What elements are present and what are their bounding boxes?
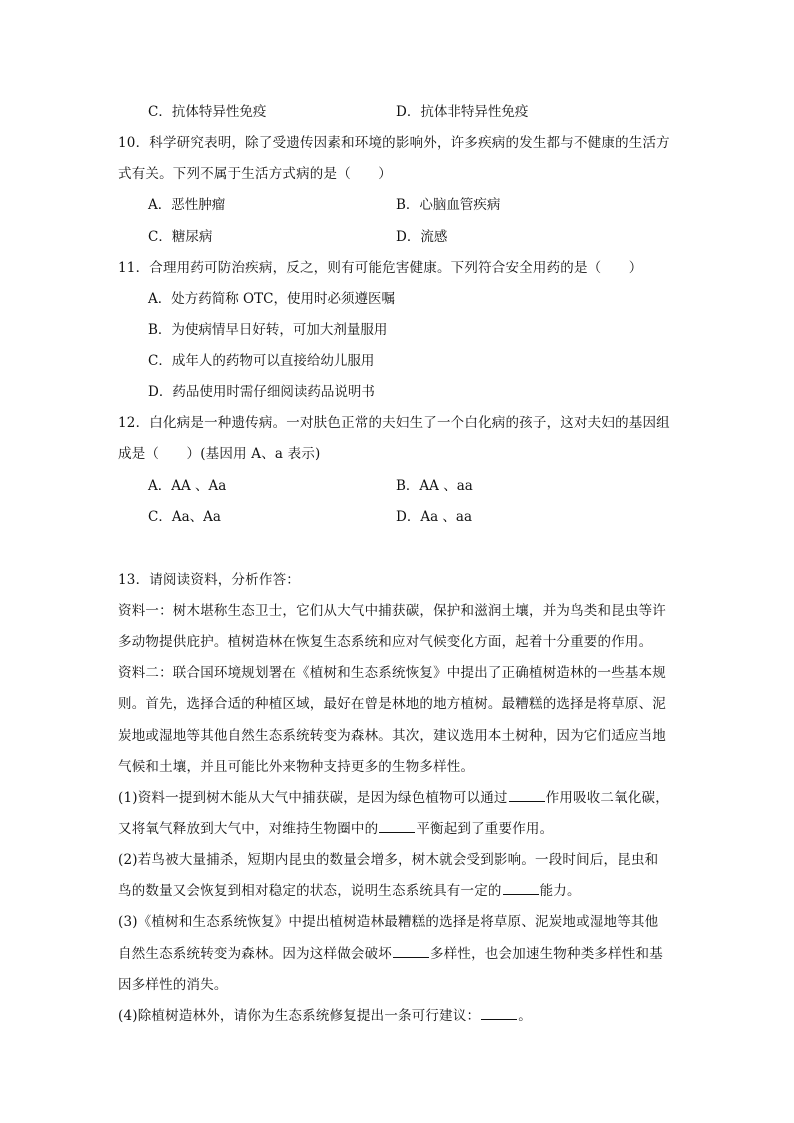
q12-stem-line1: 12．白化病是一种遗传病。一对肤色正常的夫妇生了一个白化病的孩子，这对夫妇的基因组 xyxy=(118,415,670,431)
q13-sub3-line3: 因多样性的消失。 xyxy=(118,977,228,993)
q13-sub3-line2 xyxy=(118,944,663,964)
q13-sub4-text-a: (4)除植树造林外，请你为生态系统修复提出一条可行建议： xyxy=(118,1008,481,1024)
q13-sub4-blank[interactable] xyxy=(481,1007,517,1020)
q10-option-d: D．流感 xyxy=(396,229,448,245)
q13-sub2-line1: (2)若鸟被大量捕杀，短期内昆虫的数量会增多，树木就会受到影响。一段时间后，昆虫和 xyxy=(118,852,659,868)
q10-option-a: A．恶性肿瘤 xyxy=(148,197,226,213)
q13-material2-line2: 则。首先，选择合适的种植区域，最好在曾是林地的地方植树。最糟糕的选择是将草原、泥 xyxy=(118,696,666,712)
q12-option-d: D．Aa 、aa xyxy=(396,509,473,525)
q11-option-a: A．处方药简称 OTC，使用时必须遵医嘱 xyxy=(148,291,395,307)
q13-sub1-text-c: 又将氧气释放到大气中，对维持生物圈中的 xyxy=(118,821,379,837)
q13-material1-line1: 资料一：树木堪称生态卫士，它们从大气中捕获碳，保护和滋润土壤，并为鸟类和昆虫等许 xyxy=(118,603,666,619)
q13-sub3-blank[interactable] xyxy=(393,945,429,958)
q13-material2-line1: 资料二：联合国环境规划署在《植树和生态系统恢复》中提出了正确植树造林的一些基本规 xyxy=(118,665,666,681)
q13-sub2-text-b: 鸟的数量又会恢复到相对稳定的状态，说明生态系统具有一定的 xyxy=(118,883,502,899)
q13-sub1-text-a: (1)资料一提到树木能从大气中捕获碳，是因为绿色植物可以通过 xyxy=(118,790,508,806)
q13-sub3-text-c: 多样性，也会加速生物种类多样性和基 xyxy=(430,946,663,962)
q13-material1-line2: 多动物提供庇护。植树造林在恢复生态系统和应对气候变化方面，起着十分重要的作用。 xyxy=(118,634,653,650)
q13-sub1-line2 xyxy=(118,819,553,839)
q11-option-c: C．成年人的药物可以直接给幼儿服用 xyxy=(148,353,375,369)
q13-sub2-line2 xyxy=(118,881,581,901)
q13-sub3-line1: (3)《植树和生态系统恢复》中提出植树造林最糟糕的选择是将草原、泥炭地或湿地等其他 xyxy=(118,914,659,930)
q13-sub2-blank[interactable] xyxy=(503,882,539,895)
q11-stem: 11．合理用药可防治疾病，反之，则有可能危害健康。下列符合安全用药的是（ ） xyxy=(118,260,643,276)
q9-option-c: C．抗体特异性免疫 xyxy=(148,104,267,120)
q13-sub3-text-b: 自然生态系统转变为森林。因为这样做会破坏 xyxy=(118,946,392,962)
q10-stem-line1: 10．科学研究表明，除了受遗传因素和环境的影响外，许多疾病的发生都与不健康的生活方 xyxy=(118,135,670,151)
q9-option-d: D．抗体非特异性免疫 xyxy=(396,104,529,120)
q13-sub1-line1 xyxy=(118,788,669,808)
q13-material2-line4: 气候和土壤，并且可能比外来物种支持更多的生物多样性。 xyxy=(118,759,475,775)
q13-material2-line3: 炭地或湿地等其他自然生态系统转变为森林。其次，建议选用本土树种，因为它们适应当地 xyxy=(118,728,666,744)
q12-stem-line2: 成是（ ）(基因用 A、a 表示) xyxy=(118,446,321,462)
q13-sub1-text-d: 平衡起到了重要作用。 xyxy=(416,821,554,837)
q11-option-d: D．药品使用时需仔细阅读药品说明书 xyxy=(148,384,375,400)
q13-sub2-text-c: 能力。 xyxy=(539,883,581,899)
q13-sub1-text-b: 作用吸收二氧化碳， xyxy=(545,790,669,806)
q10-option-b: B．心脑血管疾病 xyxy=(396,197,501,213)
q13-sub1-blank2[interactable] xyxy=(379,820,415,833)
q10-stem-line2: 式有关。下列不属于生活方式病的是（ ） xyxy=(118,166,392,182)
q13-stem: 13．请阅读资料，分析作答： xyxy=(118,572,300,588)
q13-sub4-text-b: 。 xyxy=(518,1008,532,1024)
q12-option-b: B．AA 、aa xyxy=(396,478,473,494)
q13-sub4-line1 xyxy=(118,1006,532,1026)
q12-option-a: A．AA 、Aa xyxy=(148,478,227,494)
q10-option-c: C．糖尿病 xyxy=(148,229,213,245)
q12-option-c: C．Aa、Aa xyxy=(148,509,221,525)
q11-option-b: B．为使病情早日好转，可加大剂量服用 xyxy=(148,322,388,338)
q13-sub1-blank1[interactable] xyxy=(509,789,545,802)
